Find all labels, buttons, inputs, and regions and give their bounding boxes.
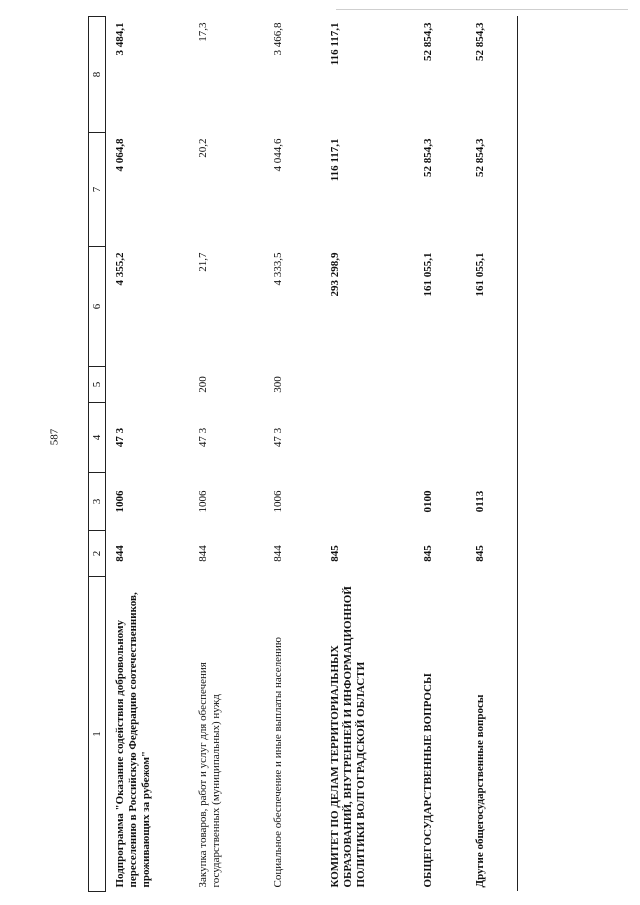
row-name: Подпрограмма "Оказание содействия добровольному переселению в Российскую Федерацию соотечественников, проживающих за рубежом" xyxy=(114,592,153,888)
cell-section-code xyxy=(321,473,414,531)
cell-section-code: 1006 xyxy=(271,490,284,513)
budget-table xyxy=(88,16,518,892)
cell-section-code: 1006 xyxy=(114,490,126,513)
page-number: 587 xyxy=(48,428,61,446)
cell-amount-2: 20,2 xyxy=(196,138,209,158)
table-row xyxy=(264,17,321,892)
cell-target-code: 47 3 xyxy=(271,427,284,448)
cell-section-code: 1006 xyxy=(196,490,209,513)
column-header: 8 xyxy=(89,17,106,133)
cell-amount-1: 161 055,1 xyxy=(473,252,486,297)
cell-amount-1: 4 355,2 xyxy=(114,252,126,286)
cell-expense-type xyxy=(106,367,189,403)
column-header: 3 xyxy=(89,473,106,531)
cell-expense-type xyxy=(321,367,414,403)
cell-ministry-code: 844 xyxy=(196,545,209,562)
row-name: Другие общегосударственные вопросы xyxy=(473,694,486,888)
cell-ministry-code: 845 xyxy=(473,545,486,562)
cell-ministry-code: 844 xyxy=(114,545,126,562)
cell-amount-2: 116 117,1 xyxy=(328,138,341,182)
cell-ministry-code: 845 xyxy=(421,545,434,562)
cell-amount-1: 161 055,1 xyxy=(421,252,434,297)
cell-section-code: 0113 xyxy=(473,490,486,513)
cell-target-code xyxy=(466,403,518,473)
table-row xyxy=(466,17,518,892)
cell-amount-3: 17,3 xyxy=(196,22,209,42)
cell-expense-type xyxy=(466,367,518,403)
cell-amount-2: 4 064,8 xyxy=(114,138,126,172)
cell-amount-2: 52 854,3 xyxy=(421,138,434,177)
column-header: 1 xyxy=(89,577,106,892)
row-name: Закупка товаров, работ и услуг для обеспечения государственных (муниципальных) нужд xyxy=(196,662,222,888)
table-header xyxy=(89,17,106,892)
cell-amount-2: 4 044,6 xyxy=(271,138,284,172)
cell-amount-1: 4 333,5 xyxy=(271,252,284,286)
cell-target-code: 47 3 xyxy=(196,427,209,448)
cell-expense-type: 200 xyxy=(196,376,209,393)
cell-amount-3: 3 484,1 xyxy=(114,22,126,56)
cell-ministry-code: 844 xyxy=(271,545,284,562)
column-header: 7 xyxy=(89,133,106,247)
cell-amount-3: 116 117,1 xyxy=(328,22,341,66)
table-row xyxy=(106,17,189,892)
row-name: Социальное обеспечение и иные выплаты населению xyxy=(271,636,284,888)
column-header: 2 xyxy=(89,531,106,577)
table-body xyxy=(106,17,518,892)
cell-amount-1: 293 298,9 xyxy=(328,252,341,297)
cell-amount-1: 21,7 xyxy=(196,252,209,272)
table-row xyxy=(189,17,264,892)
cell-target-code xyxy=(321,403,414,473)
column-header: 6 xyxy=(89,247,106,367)
cell-expense-type xyxy=(414,367,466,403)
cell-expense-type: 300 xyxy=(271,376,284,393)
cell-amount-3: 3 466,8 xyxy=(271,22,284,56)
cell-target-code: 47 3 xyxy=(114,427,126,448)
cell-section-code: 0100 xyxy=(421,490,434,513)
cell-amount-3: 52 854,3 xyxy=(473,22,486,61)
cell-target-code xyxy=(414,403,466,473)
table-row xyxy=(414,17,466,892)
rotated-table-wrapper xyxy=(88,17,548,892)
cell-ministry-code: 845 xyxy=(328,545,341,562)
column-header: 5 xyxy=(89,367,106,403)
row-name: КОМИТЕТ ПО ДЕЛАМ ТЕРРИТОРИАЛЬНЫХ ОБРАЗОВАНИЙ, ВНУТРЕННЕЙ И ИНФОРМАЦИОННОЙ ПОЛИТИКИ ВОЛГОГРАДСКОЙ ОБЛАСТИ xyxy=(328,586,367,888)
table-row xyxy=(321,17,414,892)
row-name: ОБЩЕГОСУДАРСТВЕННЫЕ ВОПРОСЫ xyxy=(421,673,434,888)
top-rule xyxy=(336,9,628,10)
cell-amount-2: 52 854,3 xyxy=(473,138,486,177)
column-header: 4 xyxy=(89,403,106,473)
cell-amount-3: 52 854,3 xyxy=(421,22,434,61)
